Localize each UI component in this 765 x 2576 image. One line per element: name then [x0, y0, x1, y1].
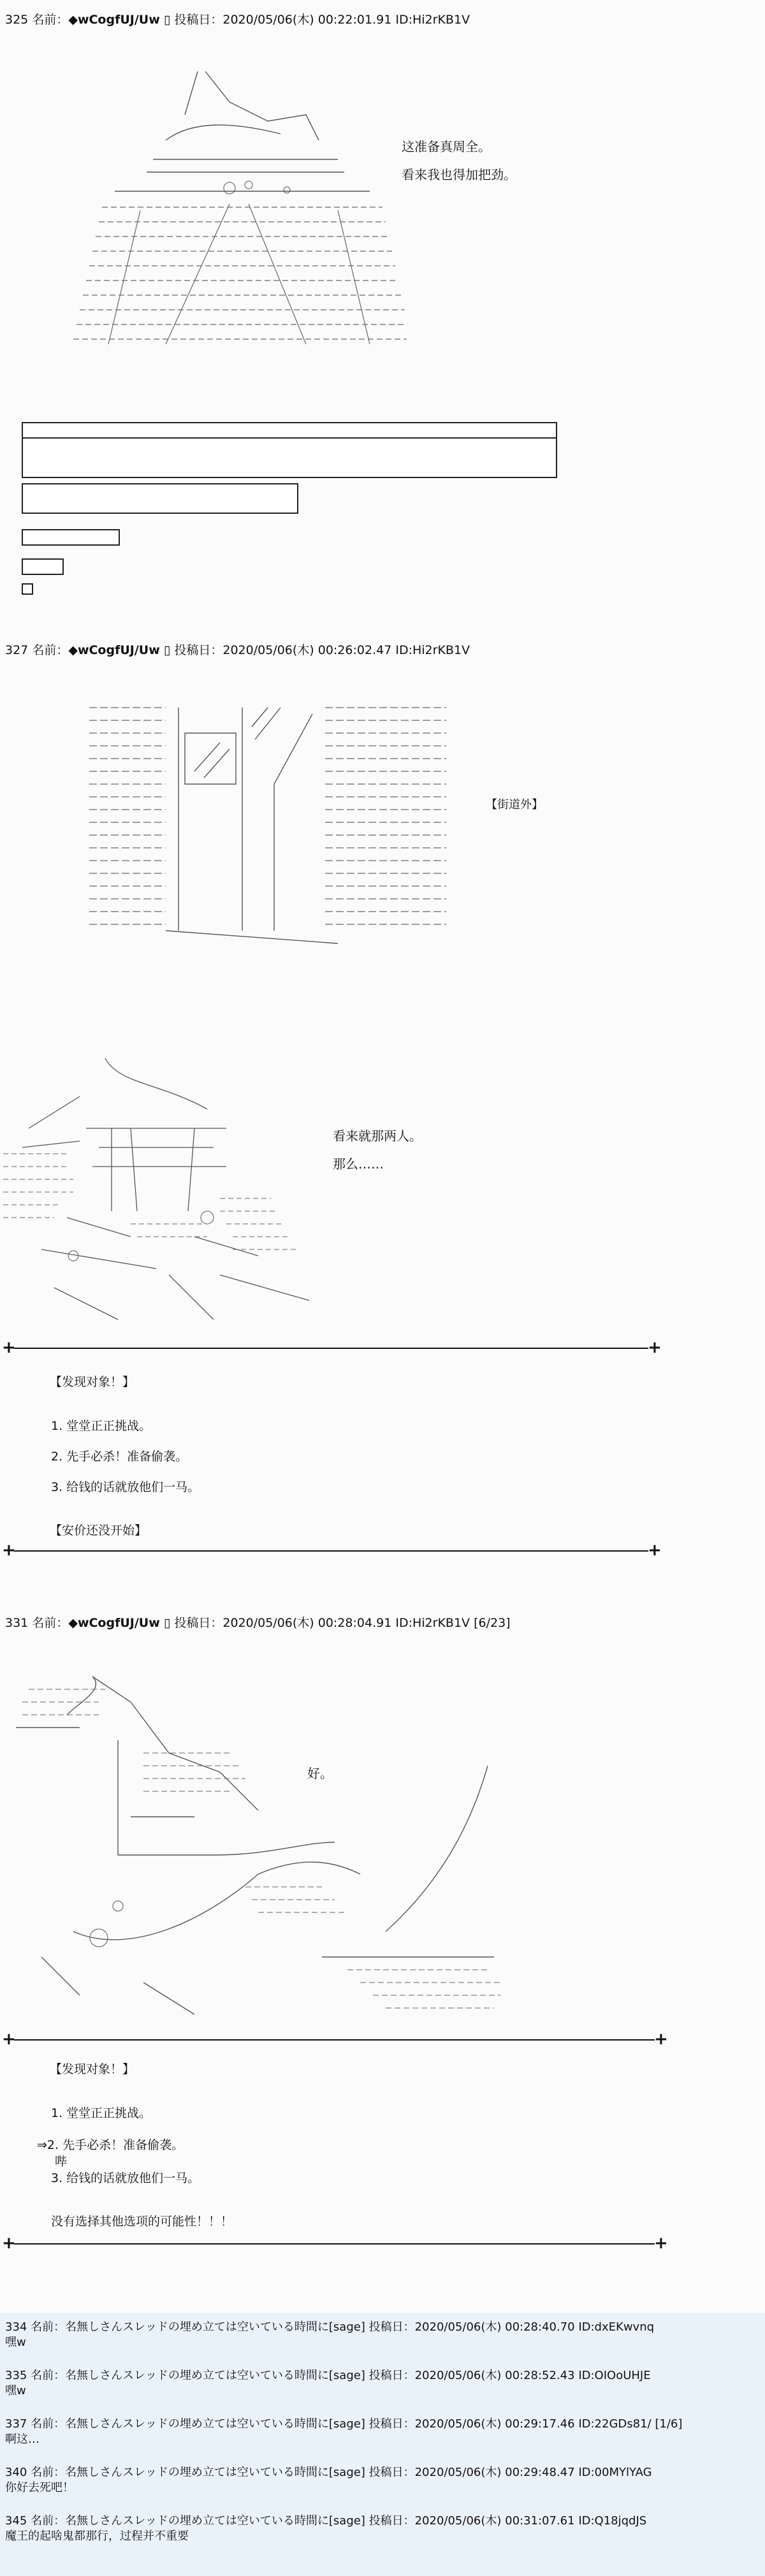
date-label: 投稿日： [174, 1616, 223, 1630]
divider-end-marker: + [654, 2030, 668, 2049]
comment-number[interactable]: 337 [5, 2417, 27, 2431]
comment-header [5, 2512, 646, 2528]
dialog-line: 这准备真周全。 [402, 139, 491, 154]
choices-footer: 没有选择其他选项的可能性！！！ [51, 2215, 233, 2229]
divider-end-marker: + [648, 1338, 662, 1357]
comment-header [5, 2318, 654, 2334]
date-label: 投稿日： [174, 643, 223, 657]
date-label: 投稿日： [368, 2320, 415, 2334]
choice-option[interactable]: 1. 堂堂正正挑战。 [51, 2106, 152, 2120]
post-id[interactable]: ID:Hi2rKB1V [395, 1616, 470, 1630]
comment-date: 2020/05/06(木) 00:31:07.61 [414, 2514, 575, 2528]
post-id[interactable]: ID:Hi2rKB1V [395, 13, 470, 27]
choice-option[interactable]: 1. 堂堂正正挑战。 [51, 1419, 152, 1433]
post-date: 2020/05/06(木) 00:28:04.91 [222, 1616, 392, 1630]
name-label: 名前： [32, 643, 69, 657]
comment-body: 嘿w [5, 2336, 26, 2349]
post-header [5, 641, 470, 658]
comment-id[interactable]: ID:22GDs81/ [1/6] [578, 2417, 683, 2431]
comment-id[interactable]: ID:OIOoUHJE [578, 2369, 651, 2382]
dialog-line: 那么…… [333, 1156, 384, 1172]
choice-option[interactable]: 3. 给钱的话就放他们一马。 [51, 2171, 200, 2185]
divider-end-marker: + [2, 1338, 16, 1357]
tripcode: ◆wCogfUJ/Uw [68, 643, 160, 657]
comment-body: 啊这… [5, 2433, 40, 2446]
tripcode: ◆wCogfUJ/Uw [68, 1616, 160, 1630]
dialog-line: 看来我也得加把劲。 [402, 167, 516, 182]
comment-body: 你好去死吧！ [5, 2481, 74, 2494]
divider-end-marker: + [654, 2234, 668, 2253]
comment-number[interactable]: 345 [5, 2514, 27, 2528]
tripcode: ◆wCogfUJ/Uw [68, 13, 160, 27]
choices-footer: 【安价还没开始】 [50, 1524, 147, 1538]
comment-date: 2020/05/06(木) 00:29:17.46 [414, 2417, 575, 2431]
comment-name: 名前：名無しさんスレッドの埋め立ては空いている時間に[sage] [31, 2369, 365, 2382]
divider-line [14, 1348, 648, 1349]
scene-caption: 【街道外】 [486, 798, 543, 811]
post-id[interactable]: ID:Hi2rKB1V [395, 643, 470, 657]
ascii-art-hat-figure [38, 64, 408, 357]
date-label: 投稿日： [368, 2369, 415, 2382]
post-number[interactable]: 331 [5, 1616, 29, 1630]
comment-date: 2020/05/06(木) 00:28:52.43 [414, 2369, 575, 2382]
sound-effect: 哔 [55, 2155, 68, 2169]
comment-header [5, 2463, 652, 2480]
dialog-line: 好。 [307, 1766, 333, 1781]
divider-line [14, 2039, 655, 2041]
comment-header [5, 2366, 651, 2383]
comment-id[interactable]: ID:Q18jqdJS [578, 2514, 647, 2528]
comment-body: 魔王的起啥鬼都那行，过程并不重要 [5, 2529, 189, 2543]
divider-end-marker: + [648, 1541, 662, 1560]
date-label: 投稿日： [368, 2466, 415, 2479]
comments-section [0, 2313, 765, 2576]
comment-date: 2020/05/06(木) 00:28:40.70 [414, 2320, 575, 2334]
message-window [22, 422, 557, 478]
message-window [22, 483, 298, 514]
message-window [22, 529, 120, 546]
post-counter: [6/23] [474, 1616, 511, 1630]
divider-line [14, 2243, 655, 2245]
choice-option[interactable]: 2. 先手必杀！准备偷袭。 [51, 1450, 188, 1464]
square-icon: ▯ [163, 643, 171, 657]
ascii-art-two-characters [3, 1045, 335, 1332]
choice-option-selected[interactable]: ⇒2. 先手必杀！准备偷袭。 [37, 2138, 184, 2152]
square-icon: ▯ [163, 1616, 171, 1630]
message-window [22, 583, 33, 595]
divider-end-marker: + [2, 2234, 16, 2253]
dialog-line: 看来就那两人。 [333, 1128, 422, 1144]
post-date: 2020/05/06(木) 00:26:02.47 [222, 643, 392, 657]
comment-name: 名前：名無しさんスレッドの埋め立ては空いている時間に[sage] [31, 2417, 365, 2431]
name-label: 名前： [32, 1616, 69, 1630]
date-label: 投稿日： [368, 2514, 415, 2528]
post-date: 2020/05/06(木) 00:22:01.91 [222, 13, 392, 27]
comment-name: 名前：名無しさんスレッドの埋め立ては空いている時間に[sage] [31, 2320, 365, 2334]
post-number[interactable]: 325 [5, 13, 29, 27]
comment-number[interactable]: 335 [5, 2369, 27, 2382]
comment-number[interactable]: 334 [5, 2320, 27, 2334]
comment-number[interactable]: 340 [5, 2466, 27, 2479]
post-number[interactable]: 327 [5, 643, 29, 657]
date-label: 投稿日： [174, 13, 223, 27]
divider-end-marker: + [2, 1541, 16, 1560]
ascii-art-street [83, 701, 453, 950]
square-icon: ▯ [163, 13, 171, 27]
divider-line [14, 1550, 648, 1552]
date-label: 投稿日： [368, 2417, 415, 2431]
comment-id[interactable]: ID:dxEKwvnq [578, 2320, 655, 2334]
divider-end-marker: + [2, 2030, 16, 2049]
post-header [5, 1613, 511, 1631]
ascii-art-hat-character [3, 1664, 513, 2034]
comment-body: 嘿w [5, 2384, 26, 2398]
choices-title: 【发现对象！】 [50, 1375, 135, 1389]
choices-title: 【发现对象！】 [50, 2062, 135, 2076]
comment-header [5, 2415, 682, 2431]
comment-date: 2020/05/06(木) 00:29:48.47 [414, 2466, 575, 2479]
post-header [5, 10, 470, 27]
comment-name: 名前：名無しさんスレッドの埋め立ては空いている時間に[sage] [31, 2466, 365, 2479]
choice-option[interactable]: 3. 给钱的话就放他们一马。 [51, 1480, 200, 1494]
message-window [22, 558, 64, 575]
comment-id[interactable]: ID:00MYlYAG [578, 2466, 652, 2479]
comment-name: 名前：名無しさんスレッドの埋め立ては空いている時間に[sage] [31, 2514, 365, 2528]
name-label: 名前： [32, 13, 69, 27]
